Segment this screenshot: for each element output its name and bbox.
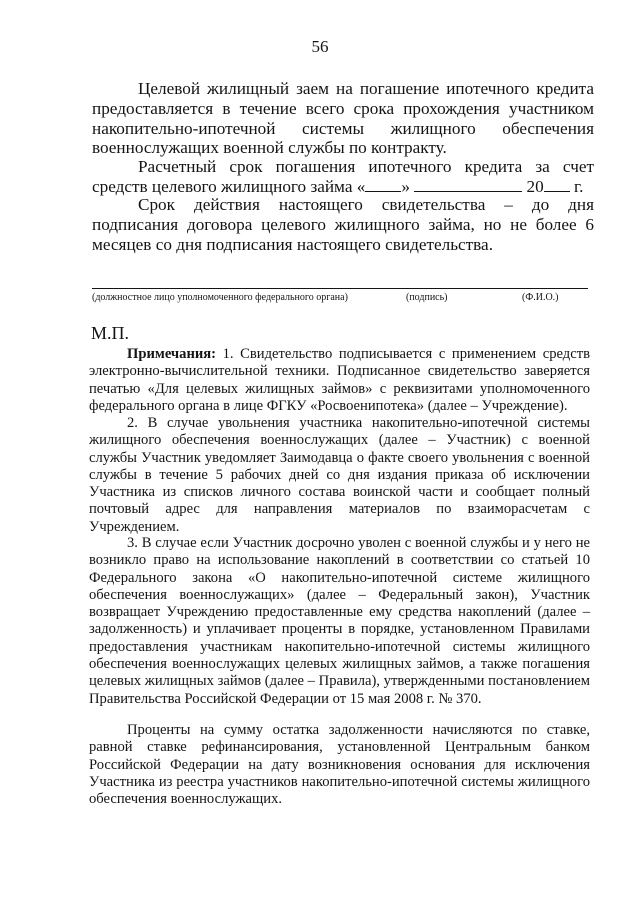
loan-term-paragraph [92, 79, 594, 158]
month-blank [414, 177, 522, 192]
note-3-text: 3. В случае если Участник досрочно уволен с военной службы и у него не возникло право на использование накоплений в соответствии со статьей 10 Федерального закона «О накопительно-ипотечной системе жилищного обеспечения военнослужащих» (далее – Федеральный закон), Участник возвращает Учреждению предоставленные ему средства накоплений (далее – задолженность) и уплачивает проценты в порядке, установленном Правилами предоставления участникам накопительно-ипотечной системы жилищного обеспечения военнослужащих целевых жилищных займов, а также погашения целевых жилищных займов (далее – Правила), утвержденными постановлением Правительства Российской Федерации от 15 мая 2008 г. № 370. [89, 535, 590, 707]
note-2 [89, 415, 590, 536]
day-blank [365, 177, 401, 192]
note-1 [89, 346, 590, 415]
notes-heading: Примечания: [127, 346, 217, 362]
name-caption: (Ф.И.О.) [522, 292, 559, 303]
stamp-label: М.П. [91, 323, 130, 343]
validity-paragraph [92, 195, 594, 254]
year-suffix: г. [574, 176, 584, 196]
repayment-term-text [92, 157, 594, 197]
validity-text: Срок действия настоящего свидетельства – до дня подписания договора целевого жилищного займа, но не более 6 месяцев со дня подписания настоящего свидетельства. [92, 195, 594, 254]
loan-term-text: Целевой жилищный заем на погашение ипотечного кредита предоставляется в течение всего срока прохождения участником накопительно-ипотечной системы жилищного обеспечения военнослужащих военной службы по контракту. [92, 79, 594, 158]
quote-close: » [401, 176, 410, 196]
note-4-text: Проценты на сумму остатка задолженности начисляются по ставке, равной ставке рефинансирования, установленной Центральным банком Российской Федерации на дату возникновения основания для исключения Участника из реестра участников накопительно-ипотечной системы жилищного обеспечения военнослужащих. [89, 722, 590, 808]
repayment-term-paragraph [92, 157, 594, 197]
year-blank [544, 177, 570, 192]
official-caption: (должностное лицо уполномоченного федерального органа) [92, 292, 348, 303]
repayment-term-lead: Расчетный срок погашения ипотечного кредита за счет средств целевого жилищного займа « [92, 157, 594, 196]
signature-caption: (подпись) [406, 292, 448, 303]
year-prefix: 20 [526, 176, 544, 196]
signature-line [92, 288, 588, 289]
note-2-text: 2. В случае увольнения участника накопительно-ипотечной системы жилищного обеспечения военнослужащих (далее – Участник) с военной службы Участник уведомляет Заимодавца о факте своего увольнения с военной службы в течение 5 рабочих дней со дня издания приказа об исключении Участника из списков личного состава воинской части и сообщает полный почтовый адрес для направления материалов по взаиморасчетам с Учреждением. [89, 415, 590, 535]
note-1-body: 1. Свидетельство подписывается с применением средств электронно-вычислительной техники. Подписанное свидетельство заверяется печатью «Для целевых жилищных займов» с реквизитами уполномоченного федерального органа в лице ФГКУ «Росвоенипотека» (далее – Учреждение). [89, 346, 590, 414]
note-4 [89, 722, 590, 808]
note-3 [89, 535, 590, 708]
note-1-text [89, 346, 590, 415]
page-number: 56 [311, 37, 329, 56]
